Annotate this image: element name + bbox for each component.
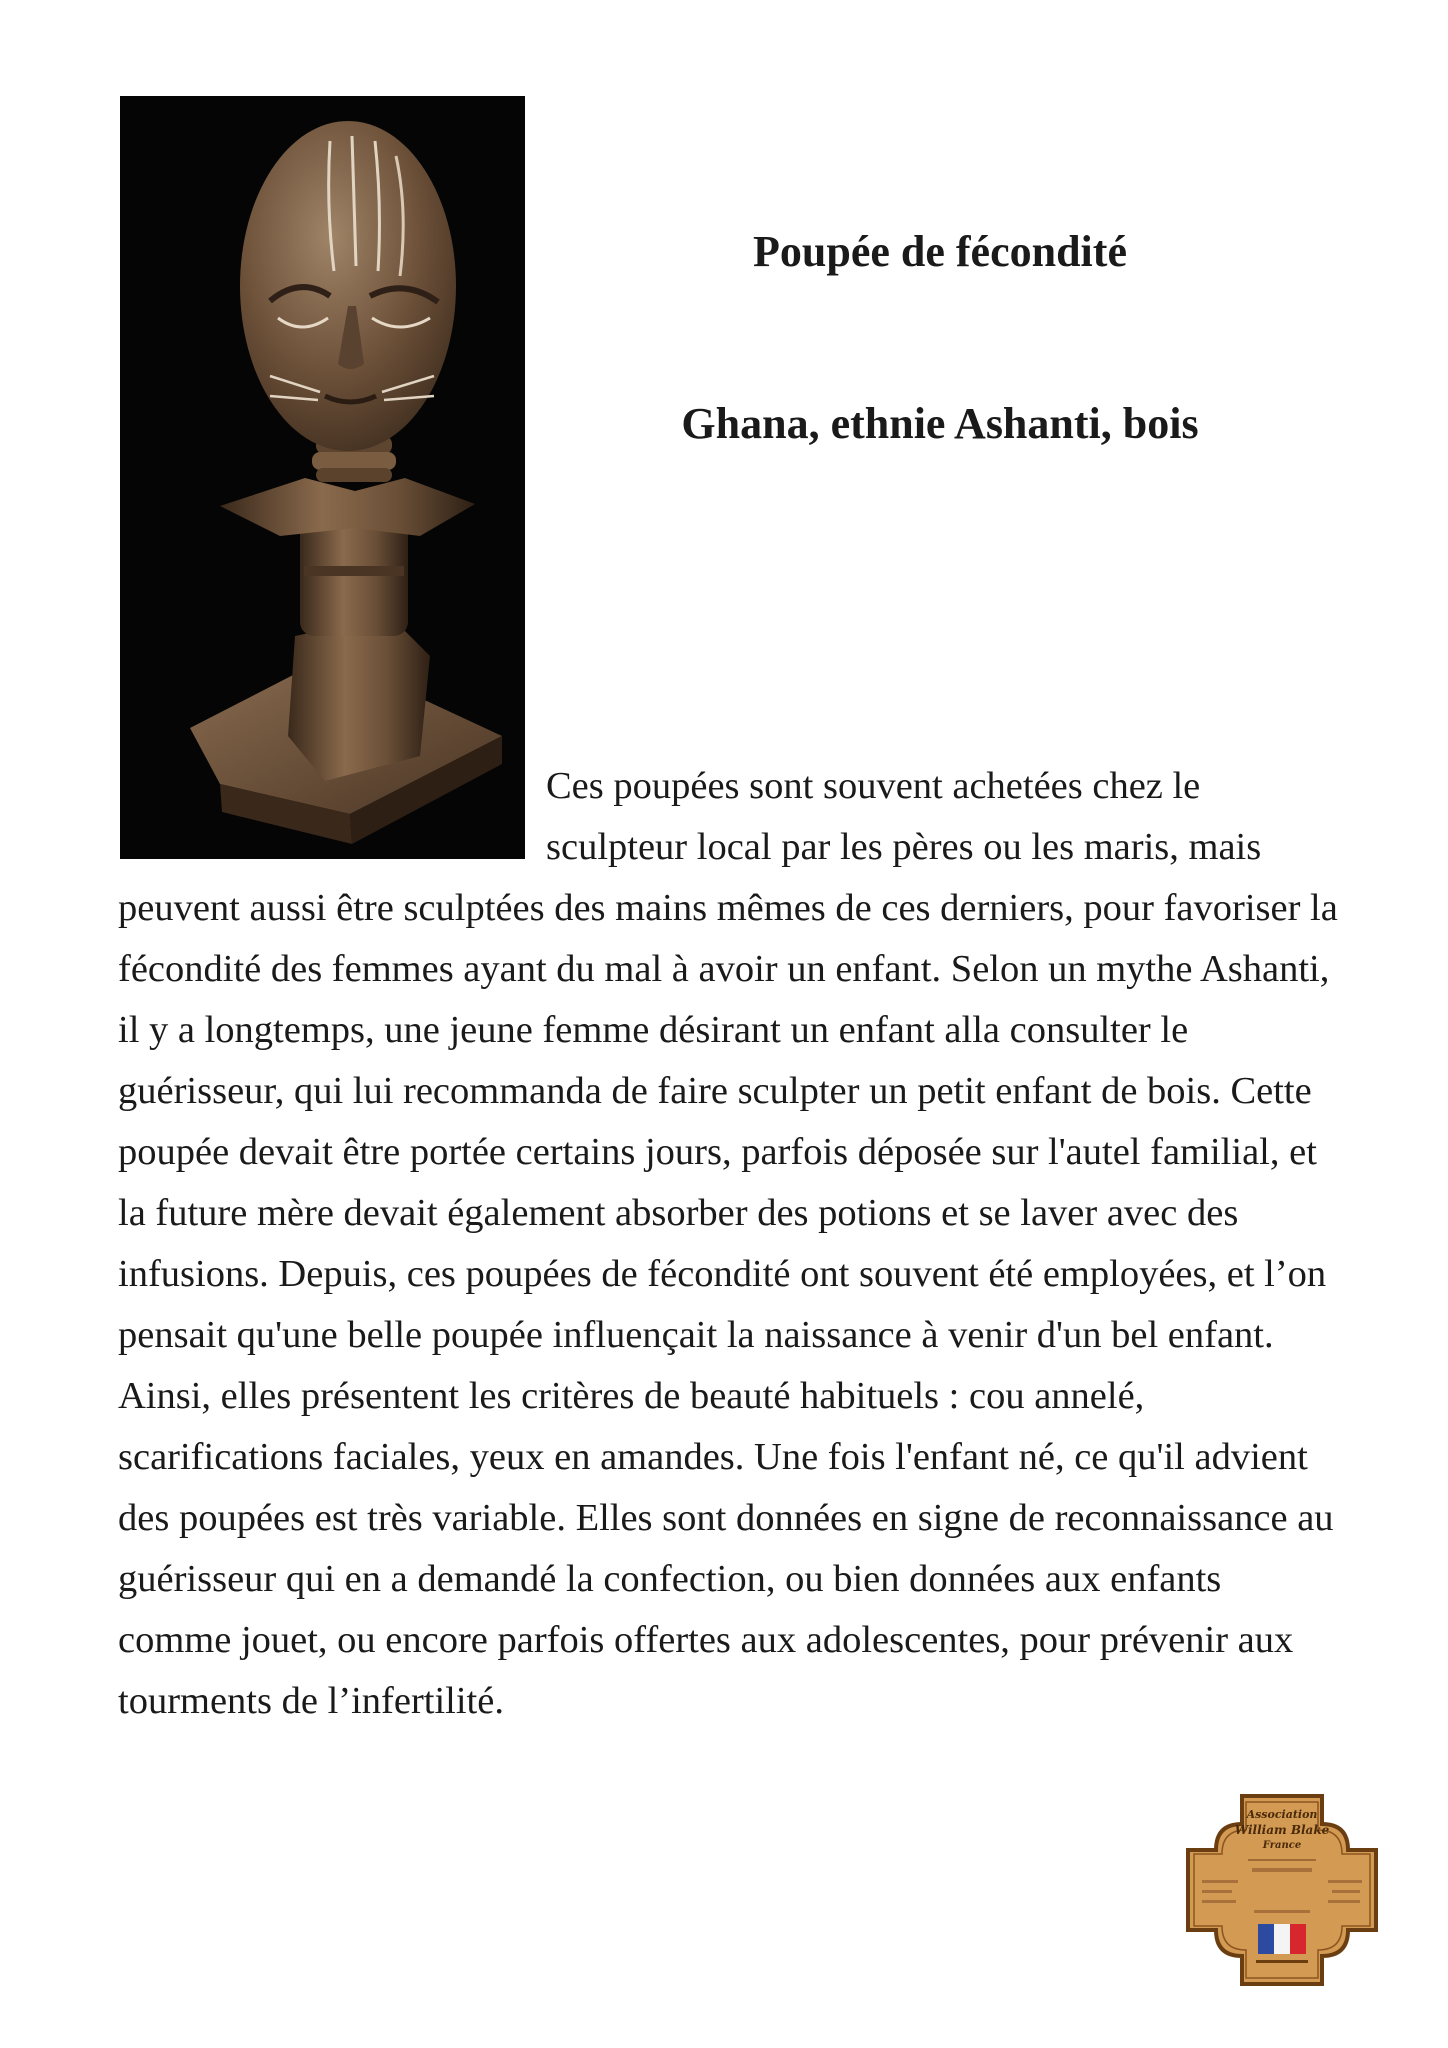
akuaba-doll-photo [120,96,525,859]
description-paragraph [118,756,1338,1732]
page-subtitle: Ghana, ethnie Ashanti, bois [681,399,1199,448]
page-title: Poupée de fécondité [753,227,1127,276]
flag-icon [1258,1924,1306,1954]
text-wrap-spacer [118,756,546,864]
description-text: Ces poupées sont souvent achetées chez le sculpteur local par les pères ou les maris, mais peuvent aussi être sculptées des mains mêmes de ces derniers, pour favoriser la fécondité des femmes ayant du mal à avoir un enfant. Selon un mythe Ashanti, il y a longtemps, une jeune femme désirant un enfant alla consulter le guérisseur, qui lui recommanda de faire sculpter un petit enfant de bois. Cette poupée devait être portée certains jours, parfois déposée sur l'autel familial, et la future mère devait également absorber des potions et se laver avec des infusions. Depuis, ces poupées de fécondité ont souvent été employées, et l’on pensait qu'une belle poupée influençait la naissance à venir d'un bel enfant. Ainsi, elles présentent les critères de beauté habituels : cou annelé, scarifications faciales, yeux en amandes. Une fois l'enfant né, ce qu'il advient des poupées est très variable. Elles sont données en signe de reconnaissance au guérisseur qui en a demandé la confection, ou bien données aux enfants comme jouet, ou encore parfois offertes aux adolescentes, pour prévenir aux tourments de l’infertilité. [118,765,1338,1722]
seal-badge-icon [1182,1790,1382,1990]
figure-icon [120,96,525,859]
seal-line-2: William Blake [1234,1823,1330,1837]
seal-line-3: France [1262,1840,1302,1851]
seal-line-1: Association [1246,1808,1318,1821]
association-seal [1182,1790,1382,1990]
